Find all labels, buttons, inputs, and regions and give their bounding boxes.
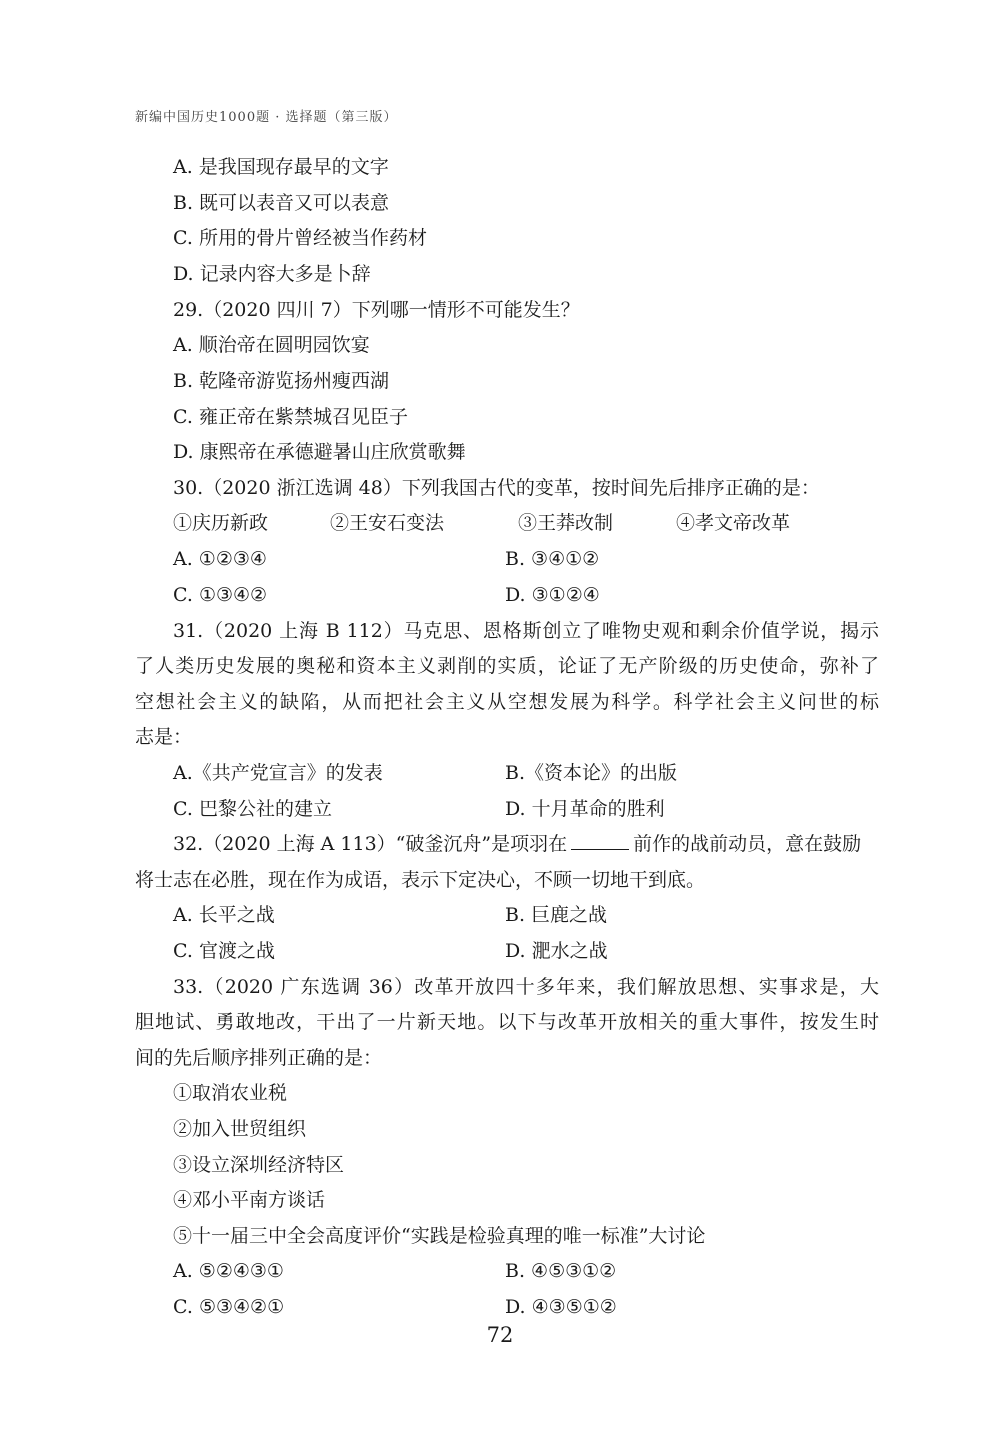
running-header-text: 新编中国历史1000题 · 选择题（第三版） xyxy=(135,110,398,125)
q29-stem: 29.（2020 四川 7）下列哪一情形不可能发生？ xyxy=(173,299,580,321)
q32-stem-before-blank: 32.（2020 上海 A 113）“破釜沉舟”是项羽在 xyxy=(173,833,568,855)
q28-option-c: C. 所用的骨片曾经被当作药材 xyxy=(173,227,427,249)
q33-stem-line-3: 间的先后顺序排列正确的是： xyxy=(135,1047,383,1069)
q30-option-d: D. ③①②④ xyxy=(505,584,600,606)
q28-option-a: A. 是我国现存最早的文字 xyxy=(173,156,389,178)
q29-option-c: C. 雍正帝在紫禁城召见臣子 xyxy=(173,406,408,428)
q29-option-b: B. 乾隆帝游览扬州瘦西湖 xyxy=(173,370,390,392)
q33-stem-line-2: 胆地试、勇敢地改，干出了一片新天地。以下与改革开放相关的重大事件，按发生时 xyxy=(135,1011,879,1033)
q30-stem: 30.（2020 浙江选调 48）下列我国古代的变革，按时间先后排序正确的是： xyxy=(173,477,820,499)
q28-option-b: B. 既可以表音又可以表意 xyxy=(173,192,390,214)
q33-option-c: C. ⑤③④②① xyxy=(173,1296,285,1318)
q31-stem-line-1: 31.（2020 上海 B 112）马克思、恩格斯创立了唯物史观和剩余价值学说，揭示 xyxy=(173,620,879,642)
q31-stem-line-4: 志是： xyxy=(135,726,193,748)
q33-option-d: D. ④③⑤①② xyxy=(505,1296,617,1318)
q31-option-c: C. 巴黎公社的建立 xyxy=(173,798,332,820)
fill-in-blank xyxy=(571,832,629,850)
q32-stem-line-2: 将士志在必胜，现在作为成语，表示下定决心，不顾一切地干到底。 xyxy=(135,869,706,891)
q32-option-a: A. 长平之战 xyxy=(173,904,275,926)
q31-stem-line-2: 了人类历史发展的奥秘和资本主义剥削的实质，论证了无产阶级的历史使命，弥补了 xyxy=(135,655,879,677)
q32-stem-after-blank: 前作的战前动员，意在鼓励 xyxy=(633,833,862,855)
q33-option-b: B. ④⑤③①② xyxy=(505,1260,617,1282)
q31-option-b: B.《资本论》的出版 xyxy=(505,762,678,784)
q33-item-3: ③设立深圳经济特区 xyxy=(173,1154,345,1176)
q29-option-a: A. 顺治帝在圆明园饮宴 xyxy=(173,334,370,356)
q31-stem-line-3: 空想社会主义的缺陷，从而把社会主义从空想发展为科学。科学社会主义问世的标 xyxy=(135,691,879,713)
q33-item-1: ①取消农业税 xyxy=(173,1082,288,1104)
q30-item-2: ②王安石变法 xyxy=(330,512,445,534)
q30-item-3: ③王莽改制 xyxy=(518,512,614,534)
q30-option-c: C. ①③④② xyxy=(173,584,268,606)
q32-option-d: D. 淝水之战 xyxy=(505,940,608,962)
q30-item-4: ④孝文帝改革 xyxy=(676,512,791,534)
q32-stem-line-1 xyxy=(173,832,861,856)
q30-item-1: ①庆历新政 xyxy=(173,512,269,534)
q30-option-a: A. ①②③④ xyxy=(173,548,267,570)
q33-option-a: A. ⑤②④③① xyxy=(173,1260,284,1282)
q31-option-a: A.《共产党宣言》的发表 xyxy=(173,762,383,784)
q33-item-5: ⑤十一届三中全会高度评价“实践是检验真理的唯一标准”大讨论 xyxy=(173,1225,706,1247)
q31-option-d: D. 十月革命的胜利 xyxy=(505,798,665,820)
q32-option-b: B. 巨鹿之战 xyxy=(505,904,608,926)
q29-option-d: D. 康熙帝在承德避暑山庄欣赏歌舞 xyxy=(173,441,466,463)
q28-option-d: D. 记录内容大多是卜辞 xyxy=(173,263,371,285)
q33-stem-line-1: 33.（2020 广东选调 36）改革开放四十多年来，我们解放思想、实事求是，大 xyxy=(173,976,879,998)
q33-item-2: ②加入世贸组织 xyxy=(173,1118,307,1140)
q30-option-b: B. ③④①② xyxy=(505,548,600,570)
q32-option-c: C. 官渡之战 xyxy=(173,940,275,962)
page-number: 72 xyxy=(486,1323,514,1347)
q33-item-4: ④邓小平南方谈话 xyxy=(173,1189,326,1211)
running-header xyxy=(135,104,398,125)
